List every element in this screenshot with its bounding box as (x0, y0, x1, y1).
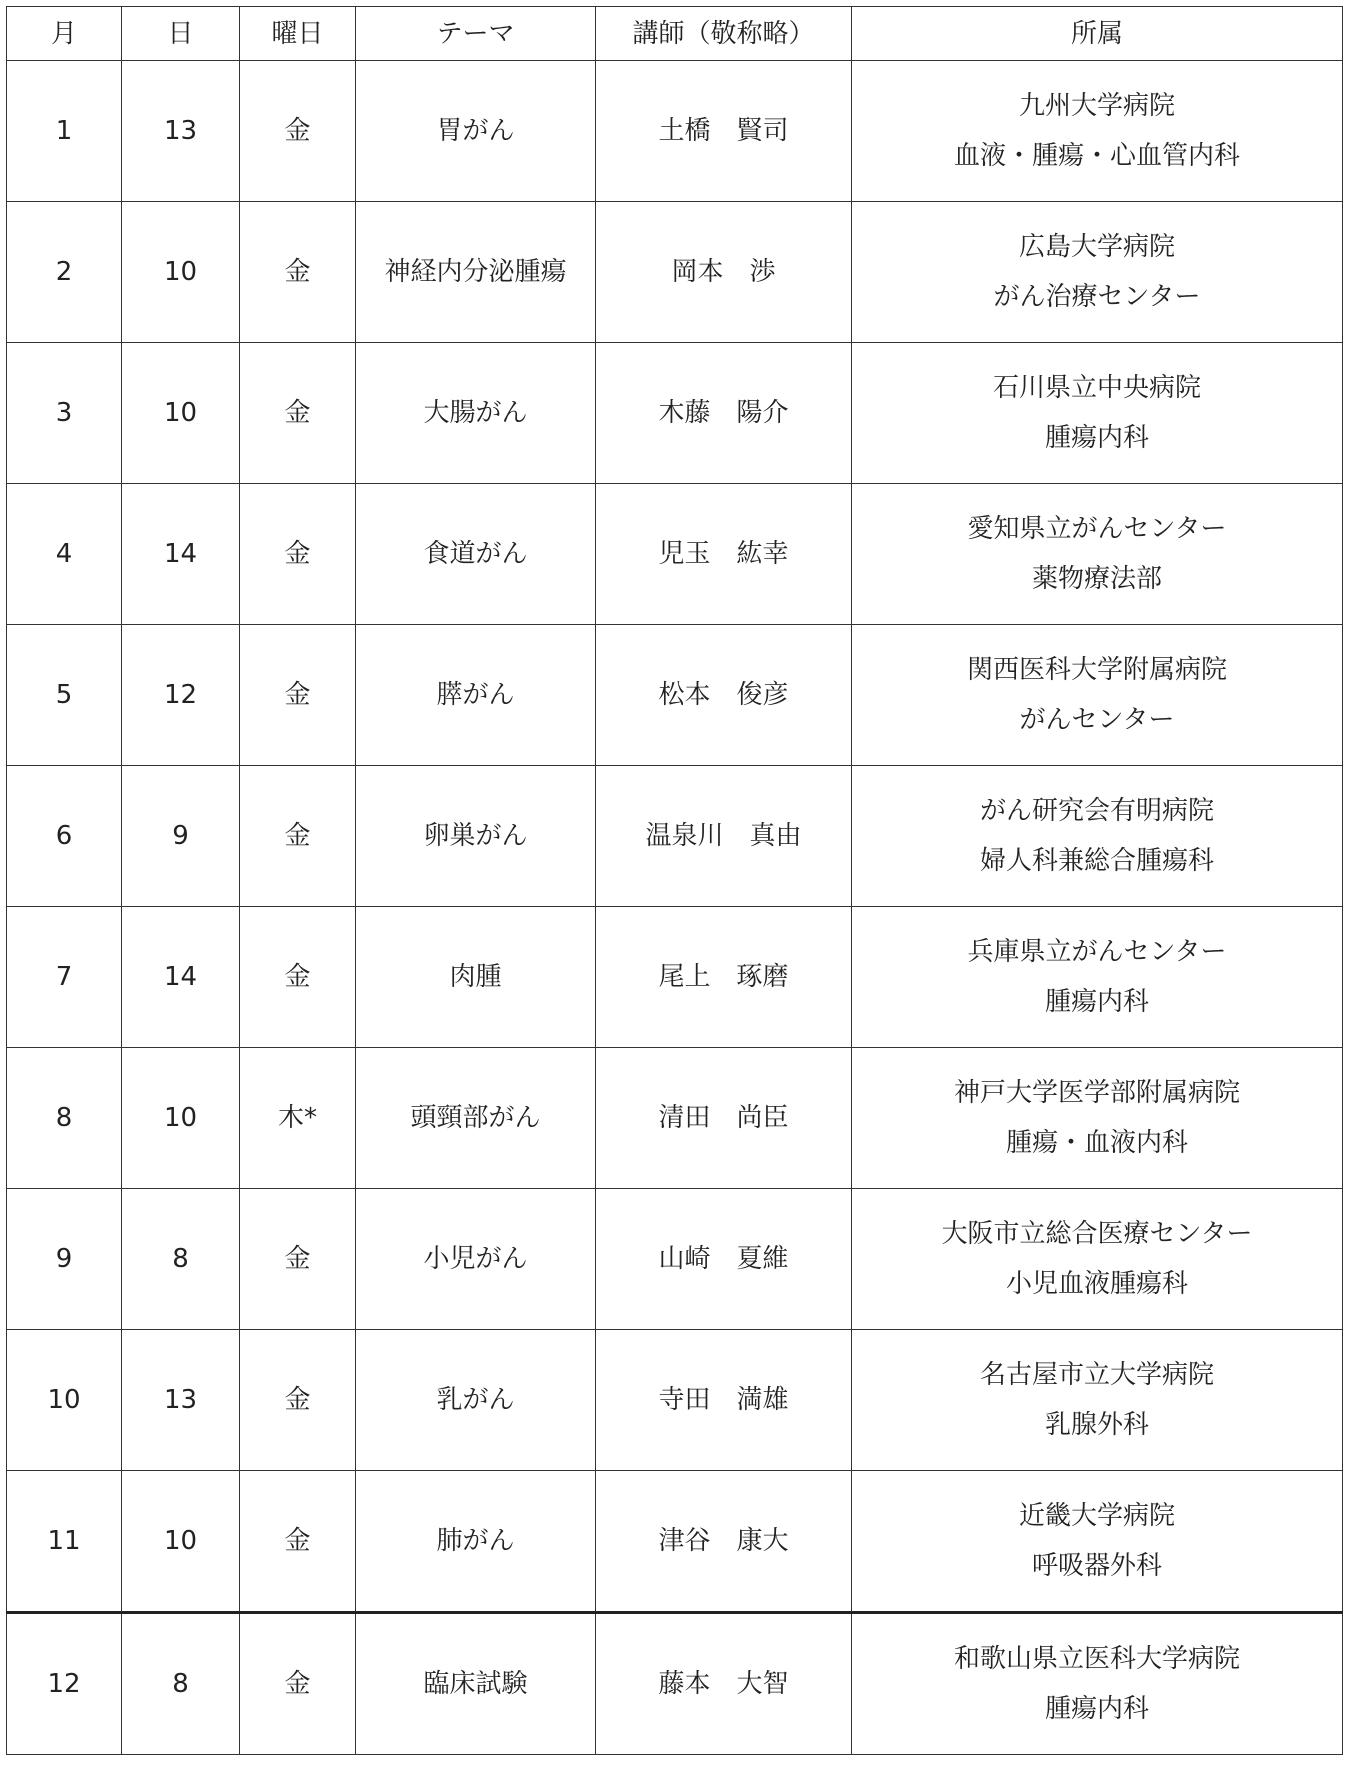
affiliation-department: 血液・腫瘍・心血管内科 (953, 141, 1240, 171)
table-row (7, 1471, 1343, 1613)
cell-lecturer: 山崎 夏維 (596, 1189, 852, 1330)
affiliation-institution: 関西医科大学附属病院 (966, 655, 1227, 685)
table-row (7, 625, 1343, 766)
cell-lecturer: 藤本 大智 (596, 1613, 852, 1755)
cell-weekday: 金 (240, 202, 356, 343)
affiliation-department: 婦人科兼総合腫瘍科 (979, 846, 1214, 876)
cell-day: 9 (122, 766, 240, 907)
cell-month: 6 (7, 766, 122, 907)
table-row (7, 1048, 1343, 1189)
affiliation-institution: がん研究会有明病院 (979, 796, 1214, 826)
table-body (7, 61, 1343, 1755)
cell-day: 10 (122, 202, 240, 343)
cell-day: 8 (122, 1189, 240, 1330)
cell-affiliation (852, 1613, 1343, 1755)
cell-affiliation (852, 61, 1343, 202)
table-row (7, 484, 1343, 625)
lecture-schedule-table (6, 6, 1343, 1755)
header-theme: テーマ (356, 7, 596, 61)
cell-affiliation (852, 766, 1343, 907)
affiliation-institution: 和歌山県立医科大学病院 (953, 1644, 1240, 1674)
affiliation-institution: 石川県立中央病院 (992, 373, 1201, 403)
table-row (7, 907, 1343, 1048)
affiliation-department: がん治療センター (993, 282, 1201, 312)
cell-month: 12 (7, 1613, 122, 1755)
table-row (7, 766, 1343, 907)
cell-affiliation (852, 1330, 1343, 1471)
affiliation-institution: 愛知県立がんセンター (967, 514, 1227, 544)
cell-month: 9 (7, 1189, 122, 1330)
cell-affiliation (852, 1048, 1343, 1189)
cell-month: 8 (7, 1048, 122, 1189)
cell-lecturer: 松本 俊彦 (596, 625, 852, 766)
cell-affiliation (852, 1189, 1343, 1330)
cell-theme: 食道がん (356, 484, 596, 625)
header-lecturer: 講師（敬称略） (596, 7, 852, 61)
affiliation-department: 乳腺外科 (1044, 1410, 1149, 1440)
cell-lecturer: 尾上 琢磨 (596, 907, 852, 1048)
table-row (7, 202, 1343, 343)
cell-weekday: 金 (240, 625, 356, 766)
cell-day: 8 (122, 1613, 240, 1755)
affiliation-department: 腫瘍内科 (1044, 987, 1149, 1017)
cell-month: 7 (7, 907, 122, 1048)
cell-lecturer: 児玉 紘幸 (596, 484, 852, 625)
affiliation-department: 小児血液腫瘍科 (1005, 1269, 1188, 1299)
cell-affiliation (852, 202, 1343, 343)
cell-theme: 卵巣がん (356, 766, 596, 907)
cell-day: 10 (122, 1048, 240, 1189)
cell-affiliation (852, 907, 1343, 1048)
cell-theme: 胃がん (356, 61, 596, 202)
cell-weekday: 金 (240, 1330, 356, 1471)
cell-affiliation (852, 625, 1343, 766)
cell-theme: 小児がん (356, 1189, 596, 1330)
cell-month: 10 (7, 1330, 122, 1471)
cell-weekday: 金 (240, 1613, 356, 1755)
cell-theme: 臨床試験 (356, 1613, 596, 1755)
cell-weekday: 金 (240, 1471, 356, 1613)
affiliation-institution: 九州大学病院 (1018, 91, 1175, 121)
affiliation-department: がんセンター (1019, 705, 1175, 735)
cell-weekday: 金 (240, 61, 356, 202)
cell-day: 13 (122, 61, 240, 202)
affiliation-institution: 神戸大学医学部附属病院 (953, 1078, 1240, 1108)
cell-theme: 頭頸部がん (356, 1048, 596, 1189)
cell-day: 14 (122, 907, 240, 1048)
affiliation-department: 腫瘍内科 (1044, 1694, 1149, 1724)
cell-theme: 肉腫 (356, 907, 596, 1048)
cell-theme: 乳がん (356, 1330, 596, 1471)
table-row (7, 1189, 1343, 1330)
table-header (7, 7, 1343, 61)
cell-lecturer: 温泉川 真由 (596, 766, 852, 907)
cell-day: 10 (122, 343, 240, 484)
cell-lecturer: 木藤 陽介 (596, 343, 852, 484)
affiliation-department: 呼吸器外科 (1031, 1551, 1162, 1581)
cell-affiliation (852, 343, 1343, 484)
cell-lecturer: 土橋 賢司 (596, 61, 852, 202)
cell-month: 1 (7, 61, 122, 202)
cell-lecturer: 岡本 渉 (596, 202, 852, 343)
cell-month: 11 (7, 1471, 122, 1613)
table-row (7, 1613, 1343, 1755)
cell-weekday: 金 (240, 907, 356, 1048)
cell-theme: 神経内分泌腫瘍 (356, 202, 596, 343)
affiliation-institution: 広島大学病院 (1018, 232, 1175, 262)
cell-affiliation (852, 1471, 1343, 1613)
cell-weekday: 木* (240, 1048, 356, 1189)
table-row (7, 343, 1343, 484)
cell-month: 2 (7, 202, 122, 343)
cell-day: 12 (122, 625, 240, 766)
affiliation-department: 薬物療法部 (1031, 564, 1162, 594)
header-row (7, 7, 1343, 61)
table-row (7, 1330, 1343, 1471)
cell-month: 3 (7, 343, 122, 484)
affiliation-institution: 名古屋市立大学病院 (979, 1360, 1214, 1390)
cell-weekday: 金 (240, 1189, 356, 1330)
cell-month: 4 (7, 484, 122, 625)
header-day: 日 (122, 7, 240, 61)
header-affiliation: 所属 (852, 7, 1343, 61)
header-month: 月 (7, 7, 122, 61)
affiliation-institution: 大阪市立総合医療センター (941, 1219, 1253, 1249)
cell-weekday: 金 (240, 766, 356, 907)
cell-affiliation (852, 484, 1343, 625)
cell-day: 10 (122, 1471, 240, 1613)
cell-month: 5 (7, 625, 122, 766)
cell-theme: 大腸がん (356, 343, 596, 484)
cell-weekday: 金 (240, 484, 356, 625)
cell-lecturer: 寺田 満雄 (596, 1330, 852, 1471)
cell-day: 13 (122, 1330, 240, 1471)
cell-weekday: 金 (240, 343, 356, 484)
affiliation-department: 腫瘍・血液内科 (1005, 1128, 1188, 1158)
cell-theme: 肺がん (356, 1471, 596, 1613)
cell-lecturer: 清田 尚臣 (596, 1048, 852, 1189)
affiliation-institution: 兵庫県立がんセンター (967, 937, 1227, 967)
cell-lecturer: 津谷 康大 (596, 1471, 852, 1613)
cell-theme: 膵がん (356, 625, 596, 766)
affiliation-department: 腫瘍内科 (1044, 423, 1149, 453)
header-weekday: 曜日 (240, 7, 356, 61)
cell-day: 14 (122, 484, 240, 625)
table-row (7, 61, 1343, 202)
affiliation-institution: 近畿大学病院 (1018, 1501, 1175, 1531)
